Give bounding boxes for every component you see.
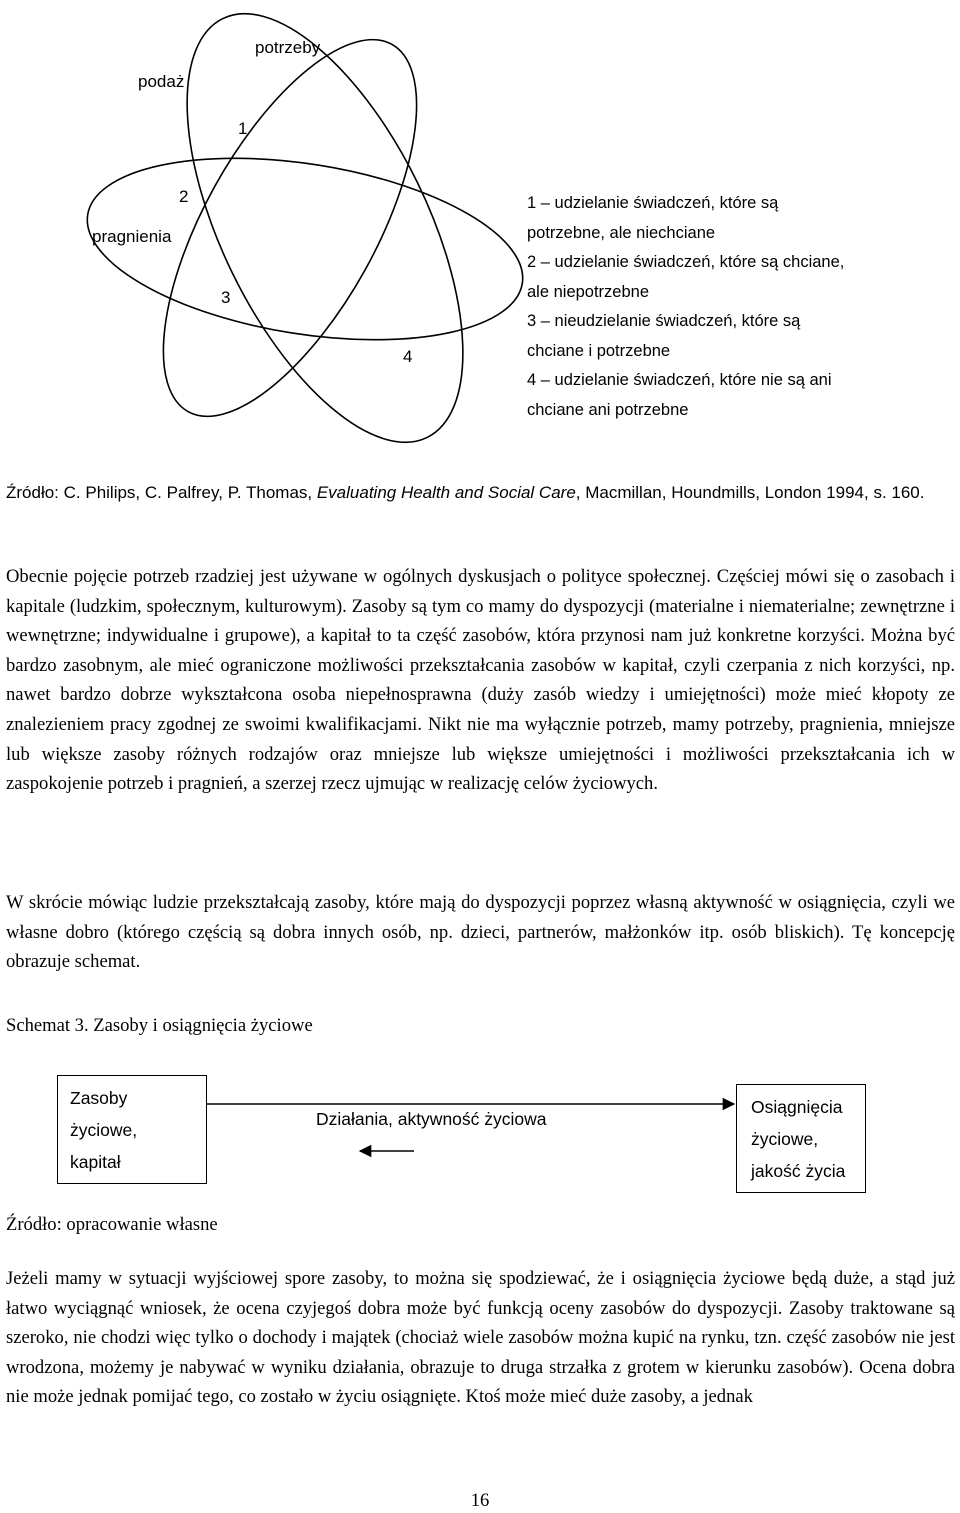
diagram-legend <box>527 189 857 425</box>
paragraph-summary: W skrócie mówiąc ludzie przekształcają zasoby, które mają do dyspozycji poprzez własną aktywność w osiągnięcia, czyli we własne dobro (którego częścią są dobra innych osób, np. dzieci, partnerów, małżonków itp. osób bliskich). Tę koncepcję obrazuje schemat. <box>6 892 955 973</box>
legend-line: 1 – udzielanie świadczeń, które są <box>527 194 779 212</box>
label-potrzeby: potrzeby <box>255 38 321 57</box>
ellipse-potrzeby <box>130 0 519 470</box>
legend-line: ale niepotrzebne <box>527 282 650 301</box>
ellipse-pragnienia <box>74 131 535 368</box>
achievements-box-line: jakość życia <box>751 1161 846 1181</box>
source-prefix: Źródło: C. Philips, C. Palfrey, P. Thomas, <box>6 483 317 502</box>
legend-line: 2 – udzielanie świadczeń, które są chciane, <box>527 253 845 271</box>
region-3-label: 3 <box>221 288 231 307</box>
legend-line: chciane ani potrzebne <box>527 400 689 419</box>
label-podaz: podaż <box>138 72 185 91</box>
legend-line: 3 – nieudzielanie świadczeń, które są <box>527 312 801 330</box>
achievements-box-line: Osiągnięcia <box>751 1097 843 1117</box>
page-number: 16 <box>470 1490 490 1511</box>
paragraph-evaluation: Jeżeli mamy w sytuacji wyjściowej spore zasoby, to można się spodziewać, że i osiągnięcia życiowe będą duże, a stąd już łatwo wyciągnąć wniosek, że ocena czyjegoś dobra może być funkcją oceny zasobów do dyspozycji. Zasoby traktowane są szeroko, nie chodzi więc tylko o dochody i majątek (chociaż wiele zasobów można kupić na rynku, tzn. część zasobów nie jest wrodzona, możemy je nabywać w wyniku działania, obrazuje to druga strzałka z grotem w kierunku zasobów). Ocena dobra nie może jednak pomijać tego, co zostało w życiu osiągnięte. Ktoś może mieć duże zasoby, a jednak <box>6 1268 955 1408</box>
region-4-label: 4 <box>403 347 413 366</box>
resources-box <box>57 1075 207 1184</box>
legend-line: chciane i potrzebne <box>527 341 671 360</box>
resources-box-line: życiowe, <box>70 1120 138 1140</box>
legend-line: potrzebne, ale niechciane <box>527 223 716 242</box>
resources-box-line: Zasoby <box>70 1088 128 1108</box>
resources-box-line: kapitał <box>70 1152 121 1172</box>
achievements-box <box>736 1084 866 1193</box>
label-pragnienia: pragnienia <box>92 227 172 246</box>
schema-source: Źródło: opracowanie własne <box>6 1214 218 1235</box>
region-2-label: 2 <box>179 187 189 206</box>
legend-line: 4 – udzielanie świadczeń, które nie są ani <box>527 371 832 389</box>
source-suffix: , Macmillan, Houndmills, London 1994, s. 160. <box>575 483 925 502</box>
achievements-box-line: życiowe, <box>751 1129 819 1149</box>
source-title: Evaluating Health and Social Care <box>316 483 576 502</box>
action-label: Działania, aktywność życiowa <box>316 1109 547 1129</box>
paragraph-resources: Obecnie pojęcie potrzeb rzadziej jest używane w ogólnych dyskusjach o polityce społecznej. Częściej mówi się o zasobach i kapitale (ludzkim, społecznym, kulturowym). Zasoby są tym co mamy do dyspozycji (materialne i niematerialne; zewnętrzne i wewnętrzne; indywidualne i grupowe), a kapitał to ta część zasobów, która przynosi nam już konkretne korzyści. Można być bardzo zasobnym, ale mieć ograniczone możliwości przekształcania zasobów w kapitał, czyli czerpania z nich korzyści, np. nawet bardzo dobrze wykształcona osoba niepełnosprawna (duży zasób wiedzy i umiejętności) może mieć kłopoty ze znalezieniem pracy zgodnej ze swoimi kwalifikacjami. Nikt nie ma wyłącznie potrzeb, mamy potrzeby, pragnienia, mniejsze lub większe zasoby różnych rodzajów oraz mniejsze lub większe umiejętności i możliwości przekształcania ich w zaspokojenie potrzeb i pragnień, a szerzej rzecz ujmując w realizację celów życiowych. <box>6 566 955 795</box>
diagram-source <box>6 478 956 508</box>
region-1-label: 1 <box>238 119 248 138</box>
schema-title: Schemat 3. Zasoby i osiągnięcia życiowe <box>6 1015 313 1036</box>
